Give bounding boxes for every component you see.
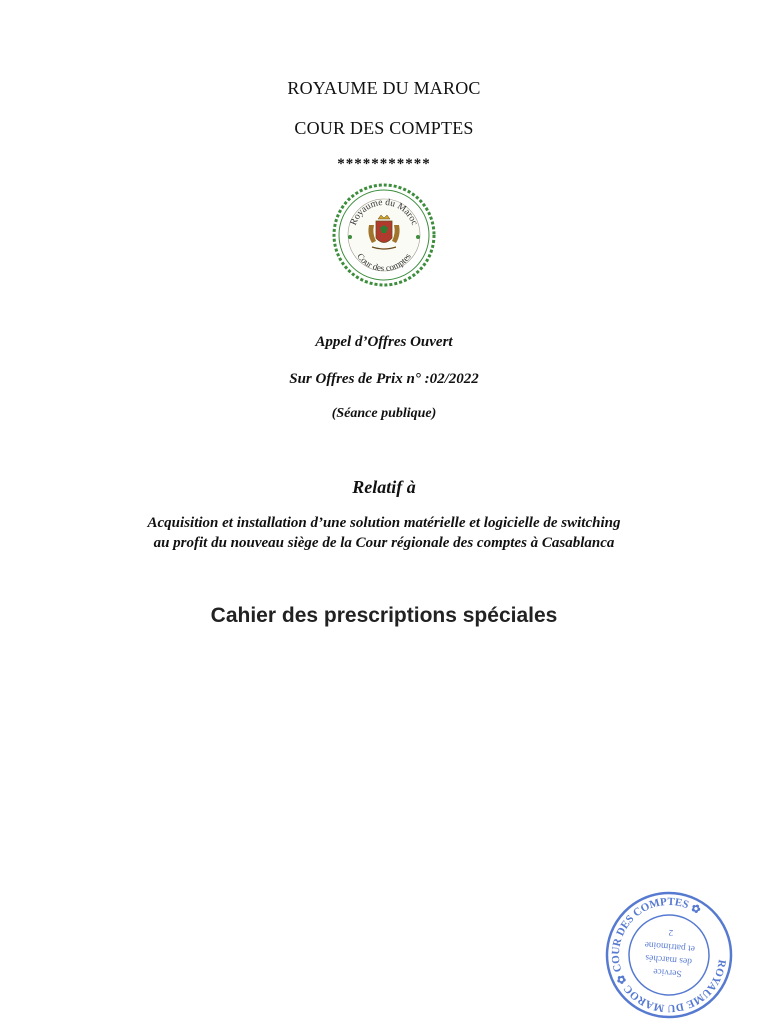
stamp-inner-line-1: Service xyxy=(652,965,683,979)
official-stamp xyxy=(599,885,740,1025)
institution-name: COUR DES COMPTES xyxy=(294,118,474,138)
stamp-outer-text: ROYAUME DU MAROC ✿ COUR DES COMPTES ✿ xyxy=(609,895,728,1015)
emblem-top-text: Royaume du Maroc xyxy=(348,197,420,227)
country-name: ROYAUME DU MAROC xyxy=(287,78,481,98)
document-title: Cahier des prescriptions spéciales xyxy=(210,604,558,627)
separator-stars: *********** xyxy=(337,156,431,172)
emblem-bottom-text: Cour des comptes xyxy=(355,251,413,274)
stamp-mark: 2 xyxy=(668,927,674,939)
subject-heading: Relatif à xyxy=(352,477,416,497)
session-type: (Séance publique) xyxy=(331,406,437,421)
subject-line-2: au profit du nouveau siège de la Cour régionale des comptes à Casablanca xyxy=(153,535,615,551)
stamp-inner-line-2: des marchés xyxy=(644,951,693,967)
stamp-inner-line-3: et patrimoine xyxy=(644,938,696,954)
subject-line-1: Acquisition et installation d’une solution matérielle et logicielle de switching xyxy=(147,515,621,531)
tender-type: Appel d’Offres Ouvert xyxy=(315,334,453,350)
court-emblem-seal xyxy=(332,183,436,287)
tender-number: Sur Offres de Prix n° :02/2022 xyxy=(289,371,479,387)
